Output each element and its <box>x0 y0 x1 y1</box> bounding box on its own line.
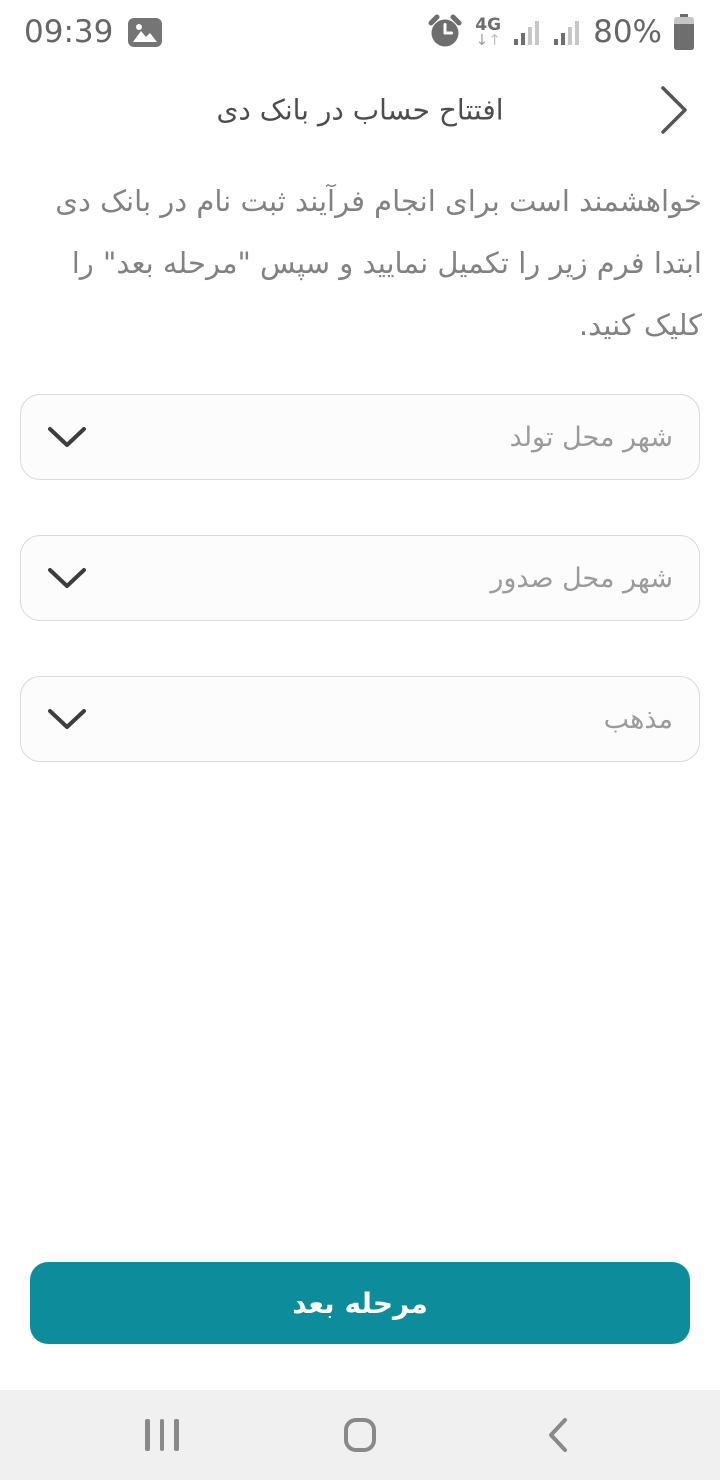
status-bar <box>0 0 720 60</box>
religion-dropdown[interactable] <box>20 676 700 762</box>
network-4g-icon: 4G ↓↑ <box>475 14 502 49</box>
page-title: افتتاح حساب در بانک دی <box>216 93 504 127</box>
birth-city-placeholder: شهر محل تولد <box>509 421 673 453</box>
battery-icon <box>672 13 696 51</box>
page-header <box>0 64 720 156</box>
android-nav-bar <box>0 1390 720 1480</box>
chevron-down-icon <box>47 567 87 590</box>
recents-icon <box>145 1419 179 1451</box>
nav-back-button[interactable] <box>536 1411 580 1459</box>
issue-city-placeholder: شهر محل صدور <box>490 562 673 594</box>
home-button[interactable] <box>338 1411 382 1459</box>
alarm-icon <box>427 14 463 50</box>
registration-form <box>0 394 720 762</box>
clock-time: 09:39 <box>24 14 114 50</box>
chevron-down-icon <box>47 426 87 449</box>
chevron-down-icon <box>47 708 87 731</box>
battery-percent: 80% <box>593 14 662 50</box>
religion-placeholder: مذهب <box>603 703 673 735</box>
issue-city-dropdown[interactable] <box>20 535 700 621</box>
home-icon <box>344 1418 376 1452</box>
instruction-text: خواهشمند است برای انجام فرآیند ثبت نام در بانک دی ابتدا فرم زیر را تکمیل نمایید و سپس "مرحله بعد" را کلیک کنید. <box>55 184 702 342</box>
chevron-right-icon <box>658 84 690 136</box>
next-step-button[interactable]: مرحله بعد <box>30 1262 690 1344</box>
chevron-left-icon <box>547 1417 569 1453</box>
signal-sim2-icon <box>553 17 583 47</box>
signal-sim1-icon <box>513 17 543 47</box>
recents-button[interactable] <box>140 1411 184 1459</box>
back-button[interactable] <box>654 82 694 138</box>
gallery-icon <box>127 17 163 48</box>
birth-city-dropdown[interactable] <box>20 394 700 480</box>
